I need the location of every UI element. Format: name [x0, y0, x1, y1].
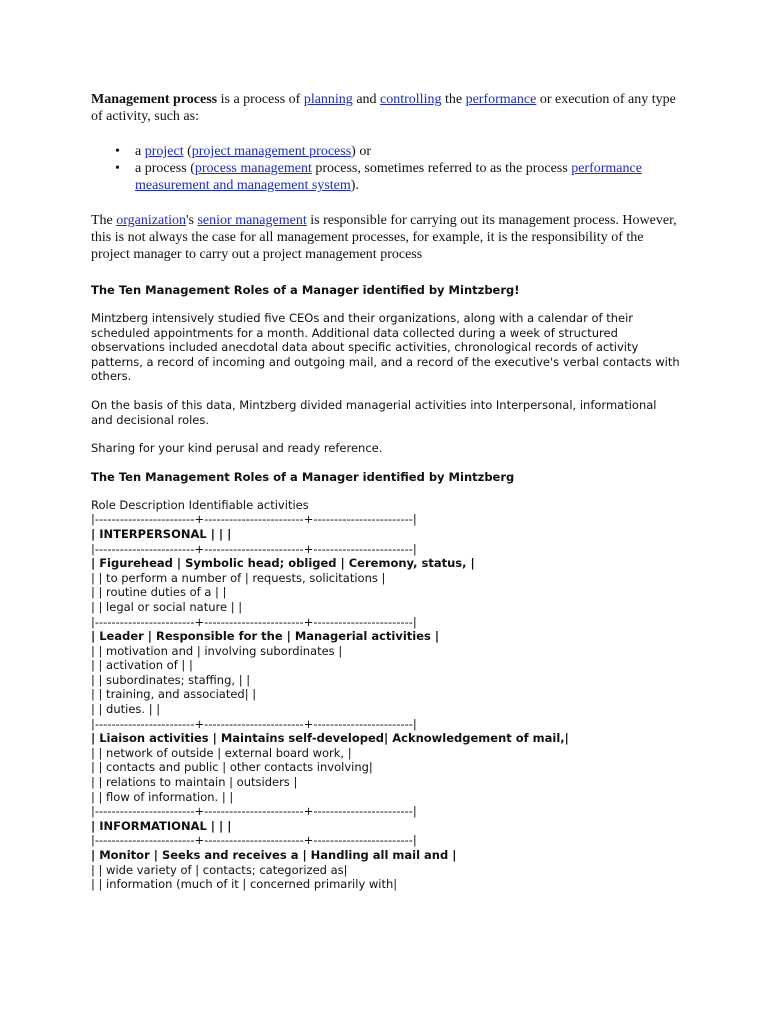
list-item	[91, 143, 681, 160]
table-row: | Leader | Responsible for the | Managerial activities |	[91, 629, 440, 644]
intro-text: the	[441, 92, 466, 107]
table-row: | Liaison activities | Maintains self-developed| Acknowledgement of mail,|	[91, 731, 569, 746]
para-text: is responsible for carrying out its management process. However, this is not always the case for all management processes, for example, it is the responsibility of the project manager to carry out a project management process	[91, 213, 677, 262]
link-planning[interactable]: planning	[303, 92, 353, 107]
intro-term: Management process	[91, 92, 218, 107]
table-row: |------------------------+------------------------+------------------------|	[91, 614, 417, 629]
table-row: |------------------------+------------------------+------------------------|	[91, 833, 417, 848]
link-performance[interactable]: performance	[465, 92, 537, 107]
bullet-text: process, sometimes referred to as the process	[311, 161, 572, 176]
intro-text: is a process of	[217, 92, 304, 107]
intro-paragraph	[91, 91, 681, 125]
table-row: |------------------------+------------------------+------------------------|	[91, 716, 417, 731]
link-controlling[interactable]: controlling	[380, 92, 442, 107]
table-row: |------------------------+------------------------+------------------------|	[91, 541, 417, 556]
table-row: | Figurehead | Symbolic head; obliged | Ceremony, status, |	[91, 556, 475, 571]
document-page	[91, 91, 681, 892]
link-performance-measurement[interactable]: performance measurement and management system	[135, 161, 642, 193]
table-row: | | training, and associated| |	[91, 687, 257, 702]
bullet-icon: •	[115, 161, 120, 176]
link-project-management-process[interactable]: project management process	[191, 144, 352, 159]
list-item	[91, 160, 681, 194]
table-row: | Monitor | Seeks and receives a | Handling all mail and |	[91, 848, 457, 862]
intro-text: and	[352, 92, 381, 107]
bullet-text: (	[183, 144, 192, 159]
bullet-text: ) or	[351, 144, 371, 159]
para-text: The	[91, 213, 117, 228]
bullet-text: ).	[350, 178, 359, 193]
bullet-list	[91, 143, 681, 194]
link-organization[interactable]: organization	[116, 213, 186, 228]
link-process-management[interactable]: process management	[194, 161, 312, 176]
table-row: | | contacts and public | other contacts involving|	[91, 760, 373, 775]
bullet-text: a	[135, 144, 145, 159]
table-header: Role Description Identifiable activities	[91, 497, 309, 512]
responsibility-paragraph	[91, 212, 681, 263]
table-row: | | to perform a number of | requests, solicitations |	[91, 570, 386, 585]
table-row: |------------------------+------------------------+------------------------|	[91, 804, 417, 819]
link-project[interactable]: project	[144, 144, 184, 159]
table-row: | | duties. | |	[91, 702, 161, 717]
table-row: |------------------------+------------------------+------------------------|	[91, 512, 417, 527]
table-row: | INFORMATIONAL | | |	[91, 818, 232, 833]
table-row: | | legal or social nature | |	[91, 599, 243, 614]
intro-text: or execution of any type of activity, such as:	[91, 92, 676, 124]
table-row: | | subordinates; staffing, | |	[91, 672, 251, 687]
table-row: | | motivation and | involving subordinates |	[91, 643, 343, 658]
table-row: | INTERPERSONAL | | |	[91, 526, 232, 541]
bullet-icon: •	[115, 144, 120, 159]
table-row: | | activation of | |	[91, 658, 193, 673]
basis-paragraph: On the basis of this data, Mintzberg divided managerial activities into Interpersonal, informational and decisional roles.	[91, 397, 657, 427]
table-row: | | information (much of it | concerned primarily with|	[91, 877, 398, 892]
section-heading: The Ten Management Roles of a Manager identified by Mintzberg!	[91, 283, 520, 297]
roles-table	[91, 512, 681, 891]
bullet-text: a process (	[135, 161, 195, 176]
link-senior-management[interactable]: senior management	[197, 213, 307, 228]
table-row: | | relations to maintain | outsiders |	[91, 775, 298, 790]
section-heading: The Ten Management Roles of a Manager identified by Mintzberg	[91, 469, 515, 484]
table-row: | | wide variety of | contacts; categorized as|	[91, 862, 348, 877]
para-text: 's	[186, 213, 198, 228]
mintzberg-paragraph: Mintzberg intensively studied five CEOs and their organizations, along with a calendar of their scheduled appointments for a month. Additional data collected during a week of structured observations included anecdotal data about specific activities, chronological records of activity patterns, a record of incoming and outgoing mail, and a record of the executive's verbal contacts with others.	[91, 311, 680, 384]
table-row: | | network of outside | external board work, |	[91, 745, 352, 760]
sharing-paragraph: Sharing for your kind perusal and ready reference.	[91, 441, 383, 456]
table-row: | | flow of information. | |	[91, 789, 234, 804]
table-row: | | routine duties of a | |	[91, 585, 227, 600]
